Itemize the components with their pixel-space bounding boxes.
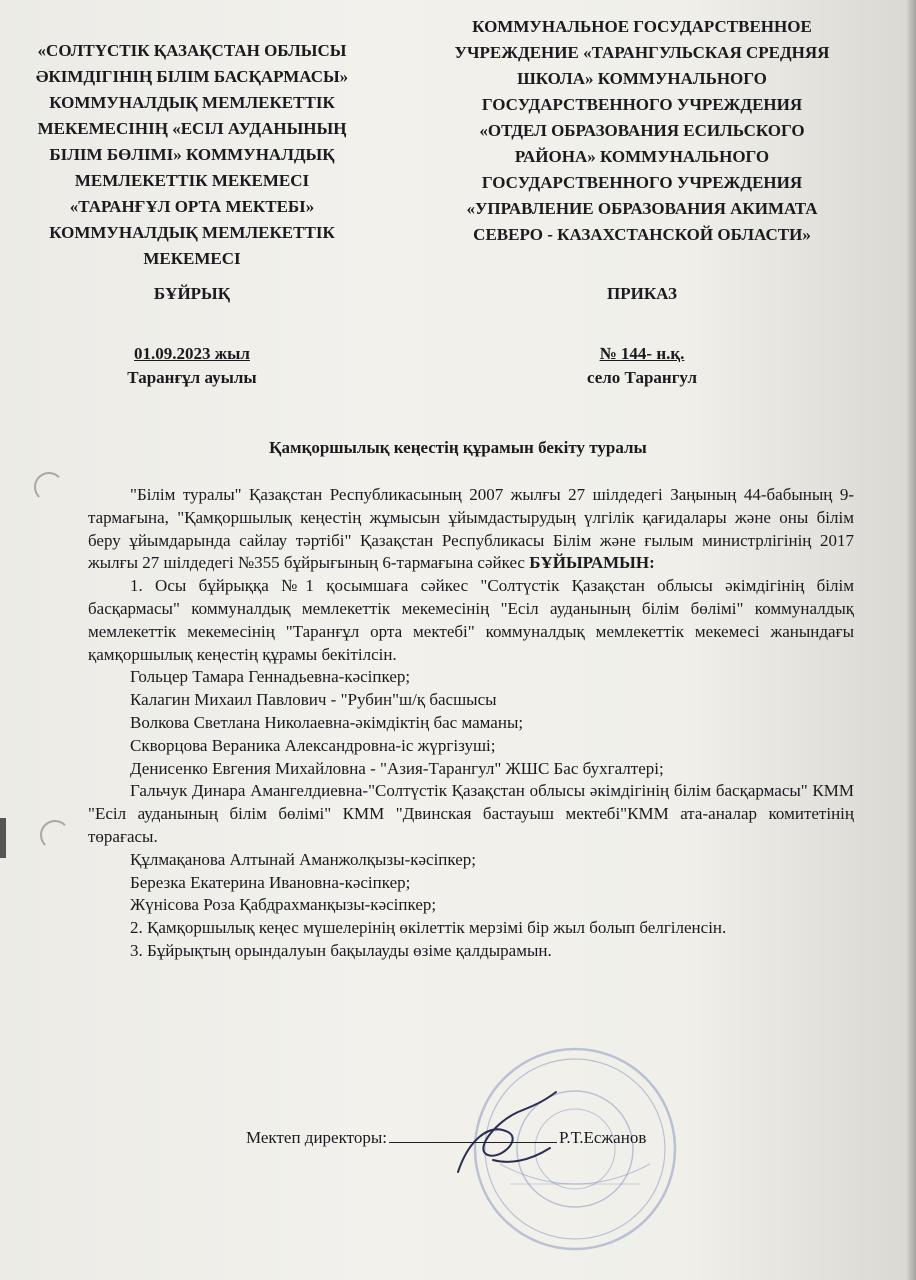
header-line: КОММУНАЛЬНОЕ ГОСУДАРСТВЕННОЕ	[472, 17, 812, 36]
doc-kind-russian: ПРИКАЗ	[607, 284, 677, 303]
member-item: Денисенко Евгения Михайловна - "Азия-Тарангул" ЖШС Бас бухгалтері;	[130, 758, 664, 778]
header-line: ГОСУДАРСТВЕННОГО УЧРЕЖДЕНИЯ	[481, 173, 803, 192]
item-2: 2. Қамқоршылық кеңес мүшелерінің өкілеттік мерзімі бір жыл болып белгіленсін.	[130, 918, 727, 938]
header-russian	[418, 14, 866, 248]
signer-role: Мектеп директоры:	[246, 1128, 387, 1147]
header-line: ӘКІМДІГІНІҢ БІЛІМ БАСҚАРМАСЫ»	[35, 67, 349, 86]
header-line: «УПРАВЛЕНИЕ ОБРАЗОВАНИЯ АКИМАТА	[466, 199, 818, 218]
header-line: «ТАРАНҒҰЛ ОРТА МЕКТЕБІ»	[69, 197, 315, 216]
member-item: Волкова Светлана Николаевна-әкімдіктің бас маманы;	[130, 712, 524, 732]
document-title: Қамқоршылық кеңестің құрамын бекіту туралы	[269, 438, 647, 457]
place-russian: село Тарангул	[586, 368, 698, 387]
header-line: МЕМЛЕКЕТТІК МЕКЕМЕСІ	[74, 171, 310, 190]
item-3: 3. Бұйрықтың орындалуын бақылауды өзіме қалдырамын.	[130, 940, 552, 960]
item-1: 1. Осы бұйрыққа №1 қосымшаға сәйкес "Солтүстік Қазақстан облысы әкімдігінің білім басқармасы" коммуналдық мемлекеттік мекемесінің "Есіл ауданының білім бөлімі" коммуналдық мемлекеттік мекемесінің "Таранғұл орта мектебі" коммуналдық мемлекеттік мекемесі жанындағы қамқоршылық кеңестің құрамы бекітілсін.	[88, 576, 854, 664]
header-line: СЕВЕРО - КАЗАХСТАНСКОЙ ОБЛАСТИ»	[473, 225, 811, 244]
header-line: ГОСУДАРСТВЕННОГО УЧРЕЖДЕНИЯ	[481, 95, 803, 114]
intro-command: БҰЙЫРАМЫН:	[529, 553, 655, 573]
member-item: Калагин Михаил Павлович - "Рубин"ш/қ басшысы	[130, 690, 497, 710]
order-date: 01.09.2023 жыл	[134, 344, 250, 363]
order-number: № 144- н.қ.	[599, 344, 685, 363]
punch-hole-top	[34, 472, 64, 502]
header-line: «СОЛТҮСТІК ҚАЗАҚСТАН ОБЛЫСЫ	[37, 41, 347, 60]
number-block	[418, 342, 866, 390]
member-item: Құлмақанова Алтынай Аманжолқызы-кәсіпкер;	[130, 849, 477, 869]
header-line: МЕКЕМЕСІ	[143, 249, 241, 268]
member-item: Гальчук Динара Амангелдиевна-"Солтүстік Қазақстан облысы әкімдігінің білім басқармасы" КММ "Есіл ауданының білім бөлімі" КММ "Двинская бастауыш мектебі"КММ ата-аналар комитетінің төрағасы.	[88, 781, 854, 846]
page-edge-shadow	[906, 0, 916, 1280]
header-line: РАЙОНА» КОММУНАЛЬНОГО	[514, 147, 770, 166]
official-stamp	[470, 1044, 680, 1254]
intro-paragraph	[88, 484, 854, 575]
header-line: УЧРЕЖДЕНИЕ «ТАРАНГУЛЬСКАЯ СРЕДНЯЯ	[454, 43, 830, 62]
member-item: Гольцер Тамара Геннадьевна-кәсіпкер;	[130, 667, 411, 687]
member-item: Жүнісова Роза Қабдрахманқызы-кәсіпкер;	[130, 895, 437, 915]
header-line: ШКОЛА» КОММУНАЛЬНОГО	[517, 69, 767, 88]
binder-edge-mark	[0, 818, 6, 858]
doc-kind-kazakh: БҰЙРЫҚ	[153, 284, 231, 303]
header-line: КОММУНАЛДЫҚ МЕМЛЕКЕТТІК	[49, 223, 335, 242]
signature-line	[246, 1126, 846, 1148]
header-line: МЕКЕМЕСІНІҢ «ЕСІЛ АУДАНЫНЫҢ	[37, 119, 347, 138]
member-item: Скворцова Вераника Александровна-іс жүргізуші;	[130, 735, 496, 755]
header-line: КОММУНАЛДЫҚ МЕМЛЕКЕТТІК	[49, 93, 335, 112]
date-block	[22, 342, 362, 390]
signer-name: Р.Т.Есжанов	[558, 1128, 647, 1147]
header-line: «ОТДЕЛ ОБРАЗОВАНИЯ ЕСИЛЬСКОГО	[479, 121, 805, 140]
intro-text: "Білім туралы" Қазақстан Республикасының 2007 жылғы 27 шілдедегі Заңының 44-бабының 9-тармағына, "Қамқоршылық кеңестің жұмысын ұйымдастырудың үлгілік қағидалары және оны білім беру ұйымдарында сайлау тәртібі" Қазақстан Республикасы Білім және ғылым министрлігінің 2017 жылғы 27 шілдедегі №355 бұйрығының 6-тармағына сәйкес	[88, 485, 854, 573]
header-line: БІЛІМ БӨЛІМІ» КОММУНАЛДЫҚ	[49, 145, 335, 164]
place-kazakh: Таранғұл ауылы	[127, 368, 257, 387]
punch-hole-bottom	[40, 820, 70, 850]
header-kazakh	[22, 38, 362, 272]
signature-underline	[389, 1126, 557, 1143]
document-body	[88, 484, 854, 963]
member-item: Березка Екатерина Ивановна-кәсіпкер;	[130, 872, 411, 892]
